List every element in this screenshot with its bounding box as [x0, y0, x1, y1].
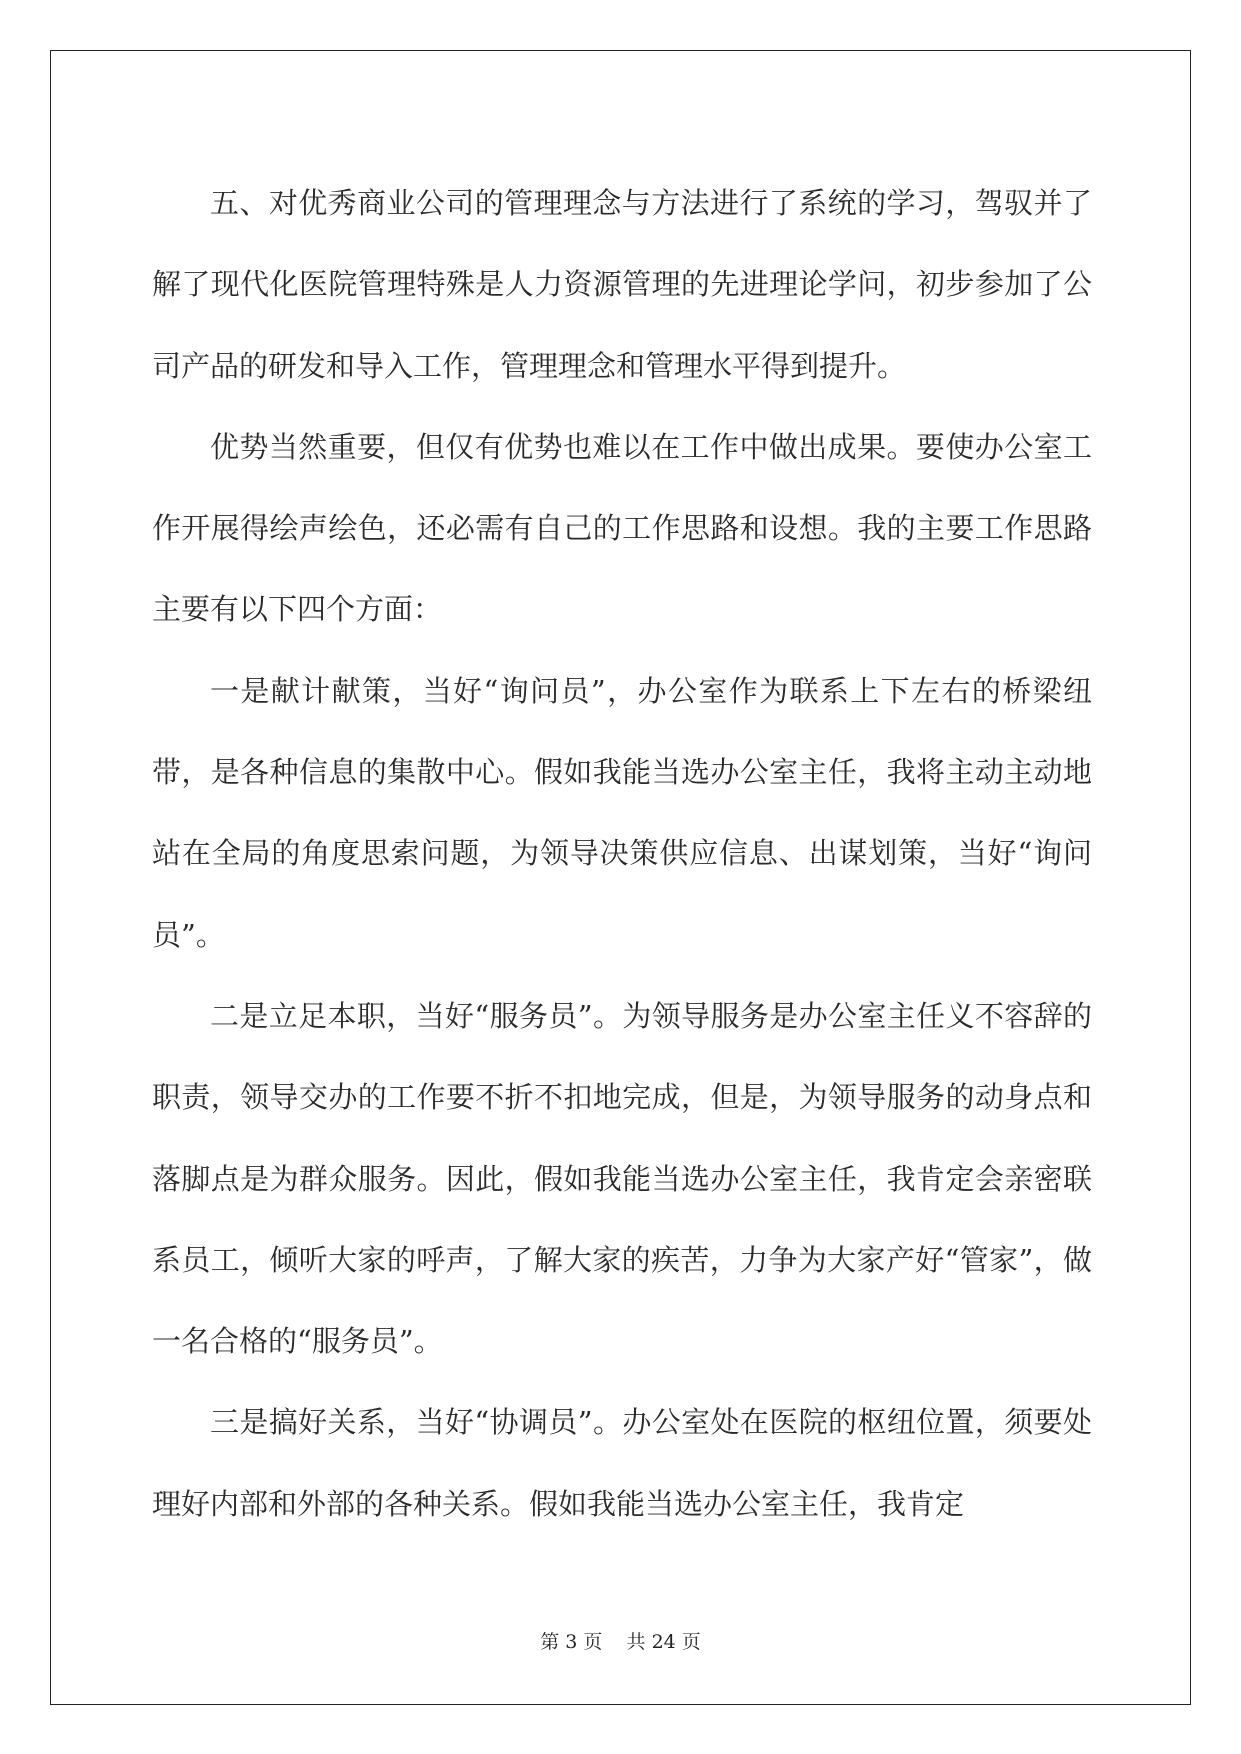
paragraph-2: 优势当然重要，但仅有优势也难以在工作中做出成果。要使办公室工作开展得绘声绘色，还必需有自己的工作思路和设想。我的主要工作思路主要有以下四个方面：	[152, 429, 1092, 627]
document-body	[152, 163, 1092, 1545]
paragraph-1: 五、对优秀商业公司的管理理念与方法进行了系统的学习，驾驭并了解了现代化医院管理特殊是人力资源管理的先进理论学问，初步参加了公司产品的研发和导入工作，管理理念和管理水平得到提升。	[152, 186, 1092, 383]
paragraph-3: 一是献计献策，当好“询问员”，办公室作为联系上下左右的桥梁纽带，是各种信息的集散中心。假如我能当选办公室主任，我将主动主动地站在全局的角度思索问题，为领导决策供应信息、出谋划策，当好“询问员”。	[152, 673, 1092, 952]
page-number-footer: 第 3 页 共 24 页	[540, 1631, 701, 1653]
paragraph-4: 二是立足本职，当好“服务员”。为领导服务是办公室主任义不容辞的职责，领导交办的工作要不折不扣地完成，但是，为领导服务的动身点和落脚点是为群众服务。因此，假如我能当选办公室主任，我肯定会亲密联系员工，倾听大家的呼声，了解大家的疾苦，力争为大家产好“管家”，做一名合格的“服务员”。	[152, 998, 1092, 1359]
paragraph-5: 三是搞好关系，当好“协调员”。办公室处在医院的枢纽位置，须要处理好内部和外部的各种关系。假如我能当选办公室主任，我肯定	[152, 1405, 1092, 1521]
